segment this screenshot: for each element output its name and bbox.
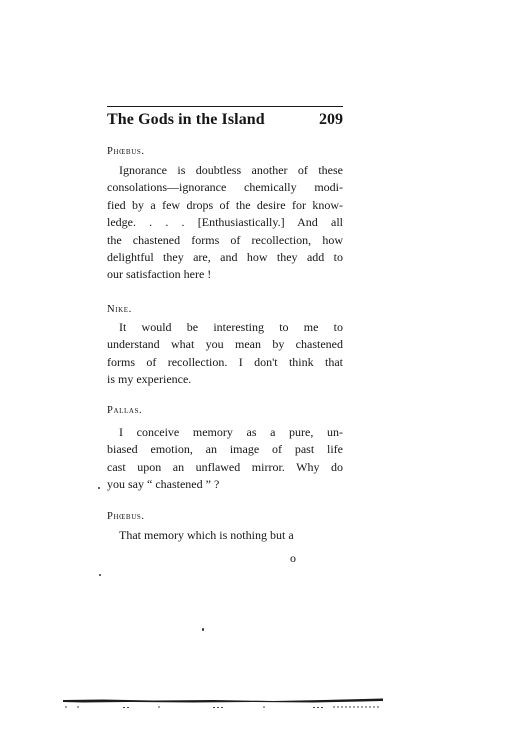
header-rule: [107, 106, 343, 107]
page-header: [107, 111, 343, 133]
scan-speck: [99, 574, 101, 576]
scan-speck: [98, 487, 100, 489]
speech-line: consolations—ignorance chemically modi-: [107, 180, 343, 195]
signature-mark: o: [290, 551, 296, 565]
speaker-name: Pallas.: [107, 405, 143, 416]
speech-line: ledge. . . . [Enthusiastically.] And all: [107, 215, 343, 230]
speech-line: delightful they are, and how they add to: [107, 249, 343, 264]
speaker-name: Phœbus.: [107, 511, 145, 522]
speech-line: That memory which is nothing but a: [119, 528, 294, 542]
speech-line: cast upon an unflawed mirror. Why do: [107, 459, 343, 474]
speech-line: It would be interesting to me to: [119, 320, 343, 334]
speech-block: [107, 527, 343, 544]
speech-line: forms of recollection. I don't think that: [107, 354, 343, 369]
speech-line: our satisfaction here !: [107, 267, 212, 282]
scan-speck: [202, 628, 204, 631]
speech-block: [107, 424, 343, 494]
speech-line: is my experience.: [107, 372, 192, 387]
speech-line: biased emotion, an image of past life: [107, 442, 343, 457]
speaker-name: Nike.: [107, 304, 132, 315]
speech-block: [107, 162, 343, 284]
speech-line: you say “ chastened ” ?: [107, 477, 220, 492]
speech-line: I conceive memory as a pure, un-: [119, 425, 343, 439]
speech-line: fied by a few drops of the desire for know-: [107, 197, 343, 212]
speech-block: [107, 319, 343, 389]
speech-line: the chastened forms of recollection, how: [107, 232, 343, 247]
page-bottom-edge: [63, 696, 383, 710]
speech-line: understand what you mean by chastened: [107, 337, 343, 352]
speech-line: Ignorance is doubtless another of these: [119, 163, 343, 177]
page-number: 209: [319, 111, 343, 128]
running-title: The Gods in the Island: [107, 111, 265, 128]
speaker-name: Phœbus.: [107, 146, 145, 157]
